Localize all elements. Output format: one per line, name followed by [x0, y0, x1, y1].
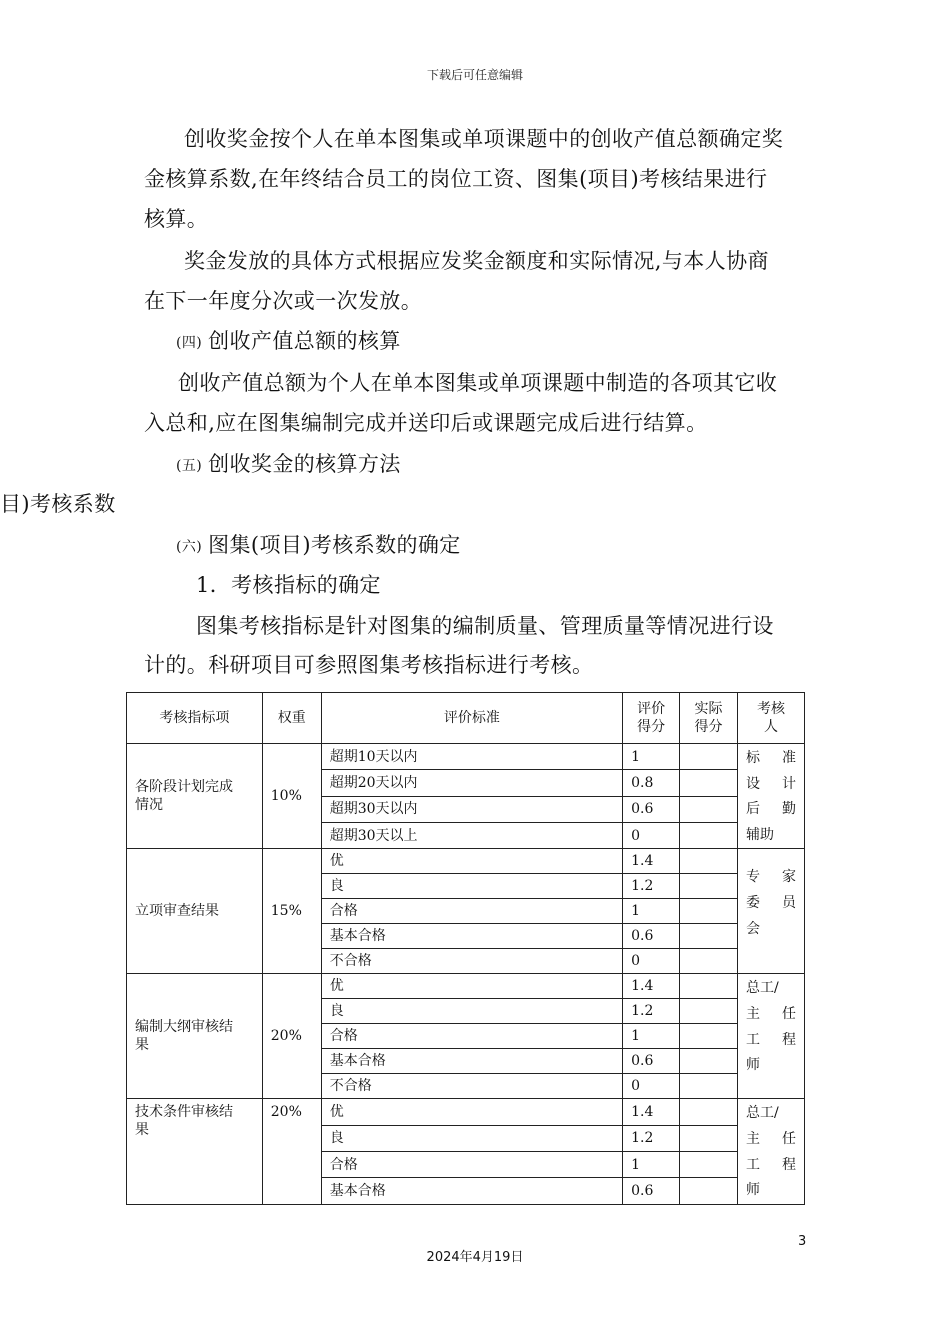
- paragraph-line: 创收奖金按个人在单本图集或单项课题中的创收产值总额确定奖: [184, 127, 784, 151]
- score-cell: 1: [623, 1024, 680, 1049]
- criterion-cell: 良: [321, 999, 622, 1024]
- score-cell: 1.2: [623, 1125, 680, 1151]
- header-item: 考核指标项: [127, 693, 263, 744]
- section-number: (六): [176, 539, 203, 555]
- actual-score-cell: [680, 1024, 738, 1049]
- score-cell: 0.6: [623, 1178, 680, 1204]
- assessor-cell: 总工/ 主 任 工 程 师: [738, 1099, 805, 1204]
- weight-cell: 10%: [262, 744, 321, 849]
- criterion-cell: 基本合格: [321, 1178, 622, 1204]
- section-number: (五): [176, 458, 203, 474]
- score-cell: 0.8: [623, 770, 680, 796]
- weight-cell: 20%: [262, 1099, 321, 1204]
- score-cell: 1.4: [623, 849, 680, 874]
- score-cell: 0.6: [623, 796, 680, 822]
- actual-score-cell: [680, 849, 738, 874]
- criterion-cell: 良: [321, 874, 622, 899]
- section-title: 创收奖金的核算方法: [208, 452, 401, 476]
- score-cell: 1: [623, 899, 680, 924]
- criterion-cell: 不合格: [321, 1074, 622, 1099]
- section-heading-6: [176, 525, 461, 567]
- table-row: [127, 1099, 805, 1125]
- header-score: 评价 得分: [623, 693, 680, 744]
- criterion-cell: 合格: [321, 899, 622, 924]
- paragraph-line: 奖金发放的具体方式根据应发奖金额度和实际情况,与本人协商: [184, 249, 769, 273]
- criterion-cell: 超期30天以内: [321, 796, 622, 822]
- assessor-cell: 专 家 委 员 会: [738, 849, 805, 974]
- section-heading-5: [176, 444, 401, 486]
- item-cell: 各阶段计划完成 情况: [127, 744, 263, 849]
- header-criteria: 评价标准: [321, 693, 622, 744]
- assessor-cell: 总工/ 主 任 工 程 师: [738, 974, 805, 1099]
- actual-score-cell: [680, 949, 738, 974]
- table-row: [127, 974, 805, 999]
- score-cell: 1: [623, 744, 680, 770]
- actual-score-cell: [680, 1099, 738, 1125]
- header-actual: 实际 得分: [680, 693, 738, 744]
- item-cell: 立项审查结果: [127, 849, 263, 974]
- section-number: (四): [176, 335, 203, 351]
- table-header-row: [127, 693, 805, 744]
- weight-cell: 20%: [262, 974, 321, 1099]
- criterion-cell: 良: [321, 1125, 622, 1151]
- criterion-cell: 优: [321, 849, 622, 874]
- actual-score-cell: [680, 770, 738, 796]
- actual-score-cell: [680, 1125, 738, 1151]
- actual-score-cell: [680, 974, 738, 999]
- actual-score-cell: [680, 744, 738, 770]
- score-cell: 1.2: [623, 874, 680, 899]
- item-cell: 技术条件审核结 果: [127, 1099, 263, 1204]
- assessor-cell: 标 准 设 计 后 勤 辅助: [738, 744, 805, 849]
- footer-date: 2024年4月19日: [426, 1250, 524, 1265]
- score-cell: 0: [623, 949, 680, 974]
- item-cell: 编制大纲审核结 果: [127, 974, 263, 1099]
- actual-score-cell: [680, 796, 738, 822]
- criterion-cell: 超期10天以内: [321, 744, 622, 770]
- paragraph-line: 创收产值总额为个人在单本图集或单项课题中制造的各项其它收: [178, 371, 778, 395]
- score-cell: 0.6: [623, 1049, 680, 1074]
- score-cell: 0: [623, 1074, 680, 1099]
- header-assessor: 考核 人: [738, 693, 805, 744]
- section-title: 创收产值总额的核算: [208, 329, 401, 353]
- actual-score-cell: [680, 924, 738, 949]
- actual-score-cell: [680, 874, 738, 899]
- criterion-cell: 优: [321, 1099, 622, 1125]
- score-cell: 0: [623, 823, 680, 849]
- criterion-cell: 基本合格: [321, 1049, 622, 1074]
- criterion-cell: 合格: [321, 1152, 622, 1178]
- paragraph-line: 图集考核指标是针对图集的编制质量、管理质量等情况进行设: [196, 614, 774, 638]
- section-heading-4: [176, 321, 401, 363]
- criterion-cell: 不合格: [321, 949, 622, 974]
- criterion-cell: 超期20天以内: [321, 770, 622, 796]
- table-row: [127, 744, 805, 770]
- page-number: 3: [798, 1234, 807, 1249]
- criterion-cell: 基本合格: [321, 924, 622, 949]
- actual-score-cell: [680, 823, 738, 849]
- section-title: 图集(项目)考核系数的确定: [208, 533, 461, 557]
- criterion-cell: 优: [321, 974, 622, 999]
- paragraph-line: 核算。: [144, 207, 209, 231]
- actual-score-cell: [680, 1152, 738, 1178]
- score-cell: 0.6: [623, 924, 680, 949]
- evaluation-table: [126, 692, 805, 1205]
- score-cell: 1: [623, 1152, 680, 1178]
- subsection-heading: 1．考核指标的确定: [196, 573, 381, 597]
- weight-cell: 15%: [262, 849, 321, 974]
- criterion-cell: 合格: [321, 1024, 622, 1049]
- paragraph-line: 入总和,应在图集编制完成并送印后或课题完成后进行结算。: [144, 411, 708, 435]
- actual-score-cell: [680, 1074, 738, 1099]
- text-fragment: 目)考核系数: [0, 492, 116, 516]
- paragraph-line: 金核算系数,在年终结合员工的岗位工资、图集(项目)考核结果进行: [144, 167, 768, 191]
- actual-score-cell: [680, 1178, 738, 1204]
- table-row: [127, 849, 805, 874]
- page-header: 下载后可任意编辑: [426, 68, 523, 82]
- paragraph-line: 在下一年度分次或一次发放。: [144, 289, 423, 313]
- actual-score-cell: [680, 1049, 738, 1074]
- criterion-cell: 超期30天以上: [321, 823, 622, 849]
- paragraph-line: 计的。科研项目可参照图集考核指标进行考核。: [144, 653, 594, 677]
- score-cell: 1.4: [623, 974, 680, 999]
- header-weight: 权重: [262, 693, 321, 744]
- score-cell: 1.2: [623, 999, 680, 1024]
- score-cell: 1.4: [623, 1099, 680, 1125]
- actual-score-cell: [680, 899, 738, 924]
- actual-score-cell: [680, 999, 738, 1024]
